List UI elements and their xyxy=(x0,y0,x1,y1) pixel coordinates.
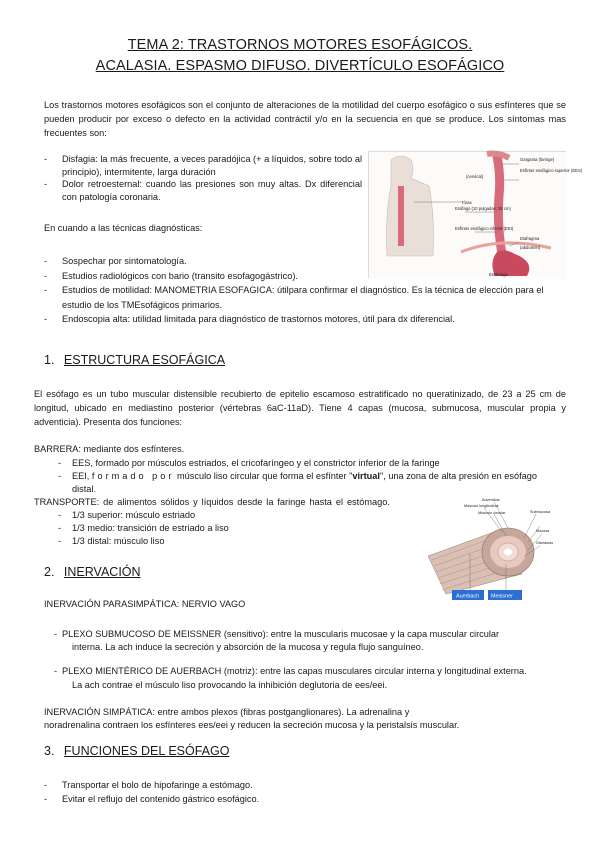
eei-line2: distal. xyxy=(72,484,97,494)
label-abdomen: (abdomen) xyxy=(520,245,541,250)
section-1-title: ESTRUCTURA ESOFÁGICA xyxy=(63,353,226,367)
diagnostic-item: - Estudios de motilidad: MANOMETRIA ESOFAGICA: útilpara confirmar el diagnóstico. Es la técnica de elección para el estudio de los TMEsofágicos primarios. xyxy=(44,283,549,312)
symptom-item: - Dolor retroesternal: cuando las presiones son muy altas. Dx diferencial con patología coronaria. xyxy=(44,178,362,203)
esophageal-wall-illustration xyxy=(424,494,566,604)
section-1-paragraph: El esófago es un tubo muscular distensible recubierto de epitelio escamoso estratificado no queratinizado, de 23 a 25 cm de longitud, ubicado en mediastino posterior (vértebras 6aC-11aD). Tiene 4 capas (mucosa, submucosa, muscular propia y adventicia). Presenta dos funciones: xyxy=(34,389,566,428)
function-item: - Evitar el reflujo del contenido gástrico esofágico. xyxy=(44,792,564,806)
eei-rest: músculo liso circular que forma el esfínter " xyxy=(174,471,353,481)
meissner-line1: PLEXO SUBMUCOSO DE MEISSNER (sensitivo): entre la muscularis mucosae y la capa muscular circular xyxy=(62,629,500,639)
eei-rest2: ", una zona de alta presión en esófago xyxy=(379,471,537,481)
parasympathetic-heading: INERVACIÓN PARASIMPÁTICA: NERVIO VAGO xyxy=(44,599,246,609)
function-item: - Transportar el bolo de hipofaringe a estómago. xyxy=(44,778,564,792)
section-2-heading xyxy=(44,565,141,579)
section-1-heading xyxy=(44,353,225,367)
diagnostic-item: - Endoscopia alta: utilidad limitada para diagnóstico de trastornos motores, útil para dx diferencial. xyxy=(44,312,568,327)
label-adventicia: Adventicia xyxy=(482,498,500,502)
label-esofago: Esófago (10 pulgadas; 25 cm) xyxy=(455,206,511,211)
label-submucosa: Submucosa xyxy=(530,510,551,514)
label-eei: Esfínter esofágico inferior (EEI) xyxy=(455,226,514,231)
transporte-item: - 1/3 medio: transición de estriado a liso xyxy=(58,522,378,535)
section-3-heading xyxy=(44,744,229,758)
meissner-line2: interna. La ach induce la secreción y absorción de la mucosa y regula flujo sanguíneo. xyxy=(72,642,424,652)
section-3-number: 3. xyxy=(44,744,55,758)
transporte-item: - 1/3 superior: músculo estriado xyxy=(58,509,378,522)
eei-prefix: EEI, xyxy=(72,471,92,481)
page-title-line-1: TEMA 2: TRASTORNOS MOTORES ESOFÁGICOS. xyxy=(127,37,473,53)
label-meissner: Meissner xyxy=(491,593,513,600)
auerbach-line2: La ach contrae el músculo liso provocando la inhibición deglutoria de ees/eei. xyxy=(72,680,388,690)
page-title-line-2: ACALASIA. ESPASMO DIFUSO. DIVERTÍCULO ESOFÁGICO xyxy=(95,58,505,74)
section-3-title: FUNCIONES DEL ESÓFAGO xyxy=(63,744,230,758)
symptom-item: - Disfagia: la más frecuente, a veces paradójica (+ a líquidos, sobre todo al principio), intermitente, larga duración xyxy=(44,153,362,178)
diagnostic-item: - Estudios radiológicos con bario (transito esofagogástrico). xyxy=(44,269,568,284)
barrera-list xyxy=(58,457,568,470)
esophageal-wall-figure xyxy=(424,494,566,604)
sympathetic-line2: noradrenalina contraen los esfínteres ees/eei y reducen la secreción mucosa y la peristalsis muscular. xyxy=(44,720,460,730)
esophagus-anatomy-illustration xyxy=(369,152,583,279)
eei-bold: virtual xyxy=(352,471,380,481)
label-auerbach: Auerbach xyxy=(456,593,480,600)
barrera-label: BARRERA: mediante dos esfínteres. xyxy=(34,444,185,454)
label-garganta: Garganta (faringe) xyxy=(520,157,555,162)
transporte-list xyxy=(58,509,378,549)
label-muscle-circ: Músculo circular xyxy=(478,511,506,515)
label-torax: Tórax xyxy=(461,200,472,205)
section-2-number: 2. xyxy=(44,565,55,579)
intro-paragraph: Los trastornos motores esofágicos son el conjunto de alteraciones de la motilidad del cuerpo esofágico o sus esfínteres que se pueden producir por exceso o defecto en la actividad contráctil y/o en la secuencia en que se produce. Los síntomas mas frecuentes son: xyxy=(44,100,566,139)
section-2-title: INERVACIÓN xyxy=(63,565,141,579)
label-cervical: (cervical) xyxy=(466,174,483,179)
auerbach-line1: PLEXO MIENTÉRICO DE AUERBACH (motriz): entre las capas musculares circular interna y longitudinal externa. xyxy=(62,666,527,676)
label-estomago: Estómago xyxy=(489,272,508,277)
barrera-item: - EES, formado por músculos estriados, el cricofaríngeo y el constrictor inferior de la faringe xyxy=(58,457,568,470)
sympathetic-line1: INERVACIÓN SIMPÁTICA: entre ambos plexos (fibras postganglionares). La adrenalina y xyxy=(44,707,410,717)
eei-spaced: formado por xyxy=(91,471,175,481)
section-1-number: 1. xyxy=(44,353,55,367)
esophagus-anatomy-figure xyxy=(368,151,583,278)
label-mucosa: Mucosa xyxy=(536,529,550,533)
label-ees: Esfínter esofágico superior (EES) xyxy=(520,168,583,173)
functions-list xyxy=(44,778,564,807)
label-diafragma: Diafragma xyxy=(520,236,540,241)
diagnostic-intro: En cuando a las técnicas diagnósticas: xyxy=(44,223,203,233)
diagnostic-item: - Sospechar por sintomatología. xyxy=(44,254,568,269)
transporte-item: - 1/3 distal: músculo liso xyxy=(58,535,378,548)
label-muscle-long: Músculo longitudinal xyxy=(464,504,499,508)
document-page: TEMA 2: TRASTORNOS MOTORES ESOFÁGICOS. ACALASIA. ESPASMO DIFUSO. DIVERTÍCULO ESOFÁGICO Los trastornos motores esofágicos son el conjunto de alteraciones de la motilidad del cuerpo esofágico o sus esfínteres que se pueden producir por exceso o defecto en la actividad contráctil y/o en la secuencia en que se produce. Los síntomas mas frecuentes son: - Disfagia: la más frecuente, a veces paradójica (+ a líquidos, sobre todo al principio), intermitente, larga duración - Dolor retroesternal: cuando las presiones son muy altas. Dx diferencial con patología coronaria. En cuando a las técnicas diagnósticas: - Sospechar por sintomatología. - Estudios radiológicos con bario (transito esofagogástrico). - Estudios de motilidad: MANOMETRIA ESOFAGICA: útilpara confirmar el diagnóstico. Es la técnica de elección para el estudio de los TMEsofágicos primarios. - Endoscopia alta: utilidad limitada para diagnóstico de trastornos motores, útil para dx diferencial. Garganta (faringe) Esfínter esofágico superior (EES) (cervical) Tórax Esófago (10 pulgadas; 25 cm) Esfínter esofágico inferior (EEI) Diafragma (abdomen) Estómago 1. ESTRUCTURA ESOFÁGICA El esófago es un tubo muscular distensible recubierto de epitelio escamoso estratificado no queratinizado, de 23 a 25 cm de longitud, ubicado en mediastino posterior (vértebras 6aC-11aD). Tiene 4 capas (mucosa, submucosa, muscular propia y adventicia). Presenta dos funciones: BARRERA: mediante dos esfínteres. - EES, formado por músculos estriados, el cricofaríngeo y el constrictor inferior de la faringe - EEI, formado por músculo liso circular que forma el esfínter "virtual", una zona de alta presión en esófago distal. TRANSPORTE: de alimentos sólidos y líquidos desde la faringe hasta el estómago. - 1/3 superior: músculo estriado - 1/3 medio: transición de estriado a liso - 1/3 distal: músculo liso Adventicia Músculo longitudinal Músculo circular Submucosa Mucosa Glándulas Auerbach Meissner 2. INERVACIÓN INERVACIÓN PARASIMPÁTICA: NERVIO VAGO - PLEXO SUBMUCOSO DE MEISSNER (sensitivo): entre la muscularis mucosae y la capa muscular circular interna. La ach induce la secreción y absorción de la mucosa y regula flujo sanguíneo. - PLEXO MIENTÉRICO DE AUERBACH (motriz): entre las capas musculares circular interna y longitudinal externa. La ach contrae el músculo liso provocando la inhibición deglutoria de ees/eei. INERVACIÓN SIMPÁTICA: entre ambos plexos (fibras postganglionares). La adrenalina y noradrenalina contraen los esfínteres ees/eei y reducen la secreción mucosa y la peristalsis muscular. 3. FUNCIONES DEL ESÓFAGO - Transportar el bolo de hipofaringe a estómago. - Evitar el reflujo del contenido gástrico esofágico. xyxy=(0,0,600,848)
label-glandulas: Glándulas xyxy=(536,541,554,545)
transporte-label: TRANSPORTE: de alimentos sólidos y líquidos desde la faringe hasta el estómago. xyxy=(34,497,390,507)
symptoms-list xyxy=(44,153,362,203)
